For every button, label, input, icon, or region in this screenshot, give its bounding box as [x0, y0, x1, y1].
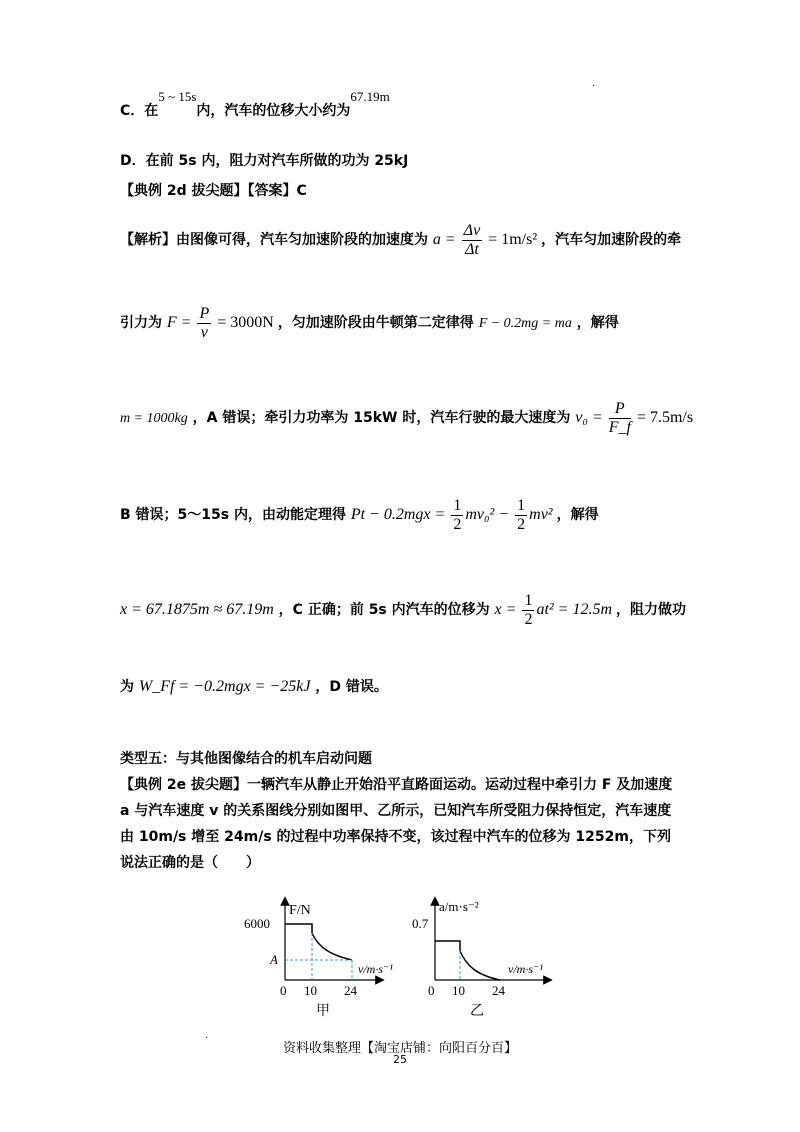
analysis-l5-mid: ，C 正确；前 5s 内汽车的位移为: [278, 602, 490, 619]
option-c-mid: 内，汽车的位移大小约为: [196, 103, 351, 119]
force-curve: [285, 924, 352, 960]
formula-f-rhs: = 3000N: [217, 314, 274, 332]
analysis-l2-pre: 引力为: [120, 315, 162, 332]
figure-caption: 乙: [470, 1004, 484, 1019]
option-c-range: 5 ~ 15s: [158, 89, 197, 104]
analysis-l6-post: ，D 错误。: [315, 679, 388, 695]
x-tick-10: 10: [304, 983, 317, 998]
formula-energy-lhs: Pt − 0.2mgx =: [350, 506, 446, 524]
analysis-line-2: [120, 305, 619, 342]
fraction-half: [451, 497, 463, 534]
fraction-num: P: [609, 400, 631, 419]
section-heading: 类型五：与其他图像结合的机车启动问题: [120, 751, 372, 767]
formula-x-rhs: at² = 12.5m: [536, 601, 613, 619]
formula-newton: F − 0.2mg = ma: [478, 316, 572, 332]
x-tick-0: 0: [428, 983, 435, 998]
analysis-l1-post: ，汽车匀加速阶段的牵: [541, 232, 682, 249]
formula-a-lhs: a =: [432, 231, 456, 249]
formula-vmax: [575, 400, 694, 436]
fraction-den: 2: [524, 611, 533, 628]
fraction-num: Δv: [463, 222, 481, 239]
y-tick-a: A: [270, 952, 278, 967]
section-question: 【典例 2e 拔尖题】一辆汽车从静止开始沿平直路面运动。运动过程中牵引力 F 及加速度 a 与汽车速度 v 的关系图线分别如图甲、乙所示，已知汽车所受阻力保持恒定，汽车速度由 10m/s 增至 24m/s 的过程中功率保持不变，该过程中汽车的位移为 1252m，下列说法正确的是（ ）: [120, 777, 673, 871]
x-axis-label: v/m·s⁻¹: [508, 962, 543, 976]
answer-value: C: [296, 183, 307, 199]
analysis-l5-post: ，阻力做功: [616, 602, 687, 619]
formula-work: W_Ff = −0.2mgx = −25kJ: [138, 678, 311, 695]
formula-v-rhs: = 7.5m/s: [636, 409, 694, 427]
formula-displacement: x = 67.1875m ≈ 67.19m: [120, 601, 274, 619]
option-c: [120, 89, 390, 130]
formula-a-rhs: = 1m/s²: [488, 231, 538, 249]
analysis-l4-post: ，解得: [556, 507, 599, 524]
x-tick-24: 24: [492, 983, 505, 998]
fraction-den: Δt: [465, 241, 479, 258]
stray-dot: .: [592, 78, 596, 89]
formula-energy-rhs: mv²: [529, 506, 553, 524]
y-axis-label: F/N: [289, 903, 311, 918]
analysis-l3-mid: ，A 错误；牵引力功率为 15kW 时，汽车行驶的最大速度为: [192, 410, 571, 427]
figure-caption: 甲: [316, 1004, 330, 1019]
formula-mass: m = 1000kg: [120, 411, 188, 427]
fraction-den: 2: [453, 516, 462, 533]
formula-v-lhs: v₀ =: [575, 409, 603, 427]
fraction-num: 1: [517, 497, 526, 514]
option-c-label: C．在: [120, 103, 159, 119]
formula-displacement-5s: [494, 592, 617, 628]
footer-source: 资料收集整理【淘宝店铺：向阳百分百】: [282, 1041, 517, 1056]
y-tick-6000: 6000: [244, 916, 270, 931]
fraction-p-ff: [609, 400, 631, 437]
fraction-p-v: [197, 305, 211, 342]
option-c-value: 67.19m: [350, 89, 390, 104]
fraction-num: 1: [453, 497, 462, 514]
x-tick-24: 24: [344, 983, 357, 998]
figure-acceleration-velocity: [408, 895, 568, 1025]
fraction-den: F_f: [608, 419, 631, 436]
option-d: D．在前 5s 内，阻力对汽车所做的功为 25kJ: [120, 153, 409, 169]
formula-x-lhs: x =: [494, 601, 517, 619]
analysis-line-3: [120, 400, 693, 437]
analysis-l1-pre: 【解析】由图像可得，汽车匀加速阶段的加速度为: [120, 232, 428, 249]
analysis-line-4: [120, 497, 599, 534]
analysis-line-1: [120, 222, 681, 259]
figure-force-velocity: [240, 895, 410, 1025]
acceleration-curve: [435, 941, 500, 980]
formula-force: [166, 305, 278, 341]
analysis-l4-pre: B 错误；5～15s 内，由动能定理得: [120, 507, 346, 524]
x-axis-label: v/m·s⁻¹: [358, 962, 393, 976]
y-axis-label: a/m·s⁻²: [439, 899, 479, 914]
analysis-l2-post: ，解得: [576, 315, 619, 332]
fraction-num: P: [199, 305, 210, 322]
answer-tag: 【答案】: [247, 183, 297, 199]
analysis-line-5: [120, 592, 686, 629]
y-tick-0-7: 0.7: [412, 916, 429, 931]
stray-dot: .: [205, 1030, 209, 1041]
fraction-half: [522, 592, 534, 629]
formula-f-lhs: F =: [166, 314, 192, 332]
analysis-l6-pre: 为: [120, 679, 134, 695]
x-tick-10: 10: [452, 983, 465, 998]
fraction-half: [515, 497, 527, 534]
fraction-den: 2: [517, 516, 526, 533]
answer-example: 【典例 2d 拔尖题】: [120, 183, 248, 199]
fraction-den: v: [200, 324, 208, 341]
formula-energy-mid: mv₀² −: [465, 506, 510, 524]
fraction-num: 1: [524, 592, 533, 609]
x-tick-0: 0: [280, 983, 287, 998]
analysis-line-6: [120, 676, 388, 696]
fraction-dv-dt: [462, 222, 483, 259]
page-number: 25: [393, 1053, 407, 1066]
analysis-l2-mid: ，匀加速阶段由牛顿第二定律得: [277, 315, 474, 332]
formula-energy: [350, 497, 557, 533]
answer-line: [120, 180, 307, 200]
